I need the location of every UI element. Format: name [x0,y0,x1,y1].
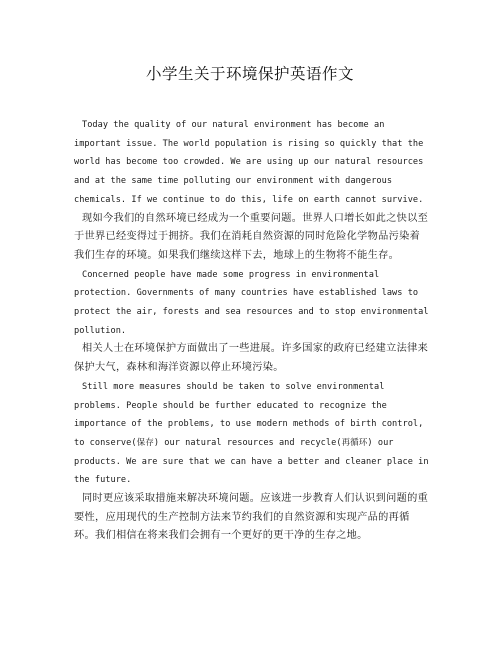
paragraph-chinese-3: 同时更应该采取措施来解决环境问题。应该进一步教育人们认识到问题的重要性，应用现代的生产控制方法来节约我们的自然资源和实现产品的再循环。我们相信在将来我们会拥有一个更好的更干净的生存之地。 [74,493,429,542]
paragraph-chinese-2: 相关人士在环境保护方面做出了一些进展。许多国家的政府已经建立法律来保护大气，森林和海洋资源以停止环境污染。 [74,343,429,374]
paragraph-english-1: Today the quality of our natural environment has become an important issue. The world population is rising so quickly that the world has become too crowded. We are using up our natural resources and at the same time polluting our environment with dangerous chemicals. If we continue to do this, life on earth cannot survive. [74,120,424,205]
document-body [74,116,430,546]
paragraph-english-3: Still more measures should be taken to solve environmental problems. People should be further educated to recognize the importance of the problems, to use modern methods of birth control, to conserve(保存) our natural resources and recycle(再循环) our products. We are sure that we can have a better and cleaner place in the future. [74,381,429,486]
paragraph-chinese-1: 现如今我们的自然环境已经成为一个重要问题。世界人口增长如此之快以至于世界已经变得过于拥挤。我们在消耗自然资源的同时危险化学物品污染着我们生存的环境。如果我们继续这样下去，地球上的生物将不能生存。 [74,212,429,261]
paragraph-english-2: Concerned people have made some progress in environmental protection. Governments of many countries have established laws to protect the air, forests and sea resources and to stop environmental pollution. [74,269,429,336]
document-title: 小学生关于环境保护英语作文 [145,65,354,83]
